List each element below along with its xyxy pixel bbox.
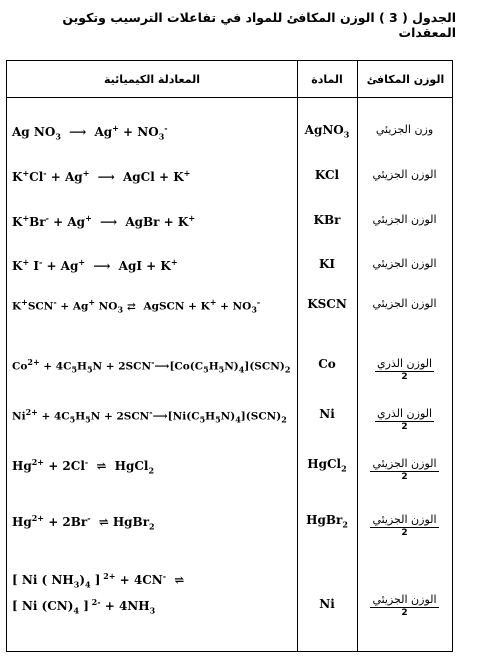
fraction-denominator: 2: [401, 372, 408, 382]
fraction-numerator: الوزن الجزيئي: [372, 457, 437, 470]
table-row: [7, 567, 452, 627]
fraction-numerator: الوزن الذري: [376, 357, 433, 370]
fraction: [370, 593, 438, 618]
equivalent-weight: [357, 357, 452, 382]
chemical-equation: [ Ni ( $NH_3)_4$ ] $^{2+}$ + 4CN- ⇌ [ Ni $(CN)_4$ ] $^{2-} + 4NH_3$: [12, 571, 185, 616]
substance: Co: [318, 357, 336, 371]
substance: KCl: [314, 168, 340, 182]
header-substance: المادة: [311, 72, 343, 86]
chemical-equation: Ag $NO_3$ ⟶ $Ag^+ + NO_3^-$: [12, 123, 168, 142]
equivalent-weight: [357, 593, 452, 618]
chemical-equation: $Ni^{2+} + 4C_5H_5N$ + $2SCN^-⟶[Ni(C_5H_5N)_4](SCN)_2$: [12, 407, 287, 425]
substance: HgBr$_2$: [306, 513, 348, 530]
equivalent-weight: وزن الجزيئي: [375, 123, 434, 136]
chemical-equation: K+Br- + Ag+ ⟶ AgBr + K+: [12, 213, 196, 229]
fraction-denominator: 2: [401, 528, 408, 538]
substance: Ni: [319, 407, 335, 421]
fraction: [370, 457, 438, 482]
chemical-equation: K+ I- + Ag+ ⟶ AgI + K+: [12, 257, 178, 273]
chemical-equation: K+SCN- + Ag+ $NO_3$ ⇄ AgSCN + $K^+ + NO_3^-$: [12, 297, 261, 315]
table-row: [7, 123, 452, 147]
equivalent-weight: [357, 407, 452, 432]
table-title: الجدول ( 3 ) الوزن المكافئ للمواد في تفاعلات الترسيب وتكوين المعقدات: [62, 10, 456, 40]
table-row: [7, 407, 452, 431]
equivalent-weight: [357, 513, 452, 538]
substance: KI: [318, 257, 336, 271]
header-equation: المعادلة الكيميائية: [104, 72, 200, 86]
equivalent-weight: الوزن الجزيئي: [372, 168, 437, 181]
fraction-denominator: 2: [401, 422, 408, 432]
fraction: [375, 357, 434, 382]
fraction-denominator: 2: [401, 472, 408, 482]
fraction-numerator: الوزن الجزيئي: [372, 513, 437, 526]
substance: HgCl$_2$: [307, 457, 347, 474]
equivalent-weight: الوزن الجزيئي: [372, 297, 437, 310]
fraction: [370, 513, 438, 538]
header-divider: [7, 97, 452, 98]
substance: KSCN: [307, 297, 347, 311]
table-row: [7, 257, 452, 281]
fraction-denominator: 2: [401, 608, 408, 618]
equivalent-weight-table: [6, 60, 453, 652]
equivalent-weight: [357, 457, 452, 482]
table-row: [7, 357, 452, 381]
table-row: [7, 297, 452, 321]
equivalent-weight: الوزن الجزيئي: [372, 213, 437, 226]
table-row: [7, 168, 452, 192]
equivalent-weight: الوزن الجزيئي: [372, 257, 437, 270]
chemical-equation: $Hg^{2+} + 2Cl^-$ ⇌ HgCl$_2$: [12, 457, 155, 476]
chemical-equation: $Hg^{2+} + 2Br^-$ ⇌ HgBr$_2$: [12, 513, 155, 532]
substance: Ni: [319, 597, 335, 611]
chemical-equation: $Co^{2+} + 4C_5H_5N$ + $2SCN^-⟶[Co(C_5H_5N)_4](SCN)_2$: [12, 357, 291, 375]
table-row: [7, 213, 452, 237]
substance: KBr: [313, 213, 341, 227]
chemical-equation: K+Cl- + Ag+ ⟶ AgCl + K+: [12, 168, 191, 184]
table-row: [7, 513, 452, 539]
header-equivalent-weight: الوزن المكافئ: [366, 72, 445, 86]
fraction-numerator: الوزن الجزيئي: [372, 593, 437, 606]
column-divider: [357, 61, 358, 651]
column-divider: [297, 61, 298, 651]
table-row: [7, 457, 452, 483]
fraction-numerator: الوزن الذري: [376, 407, 433, 420]
fraction: [375, 407, 434, 432]
substance: AgNO$_3$: [304, 123, 350, 140]
